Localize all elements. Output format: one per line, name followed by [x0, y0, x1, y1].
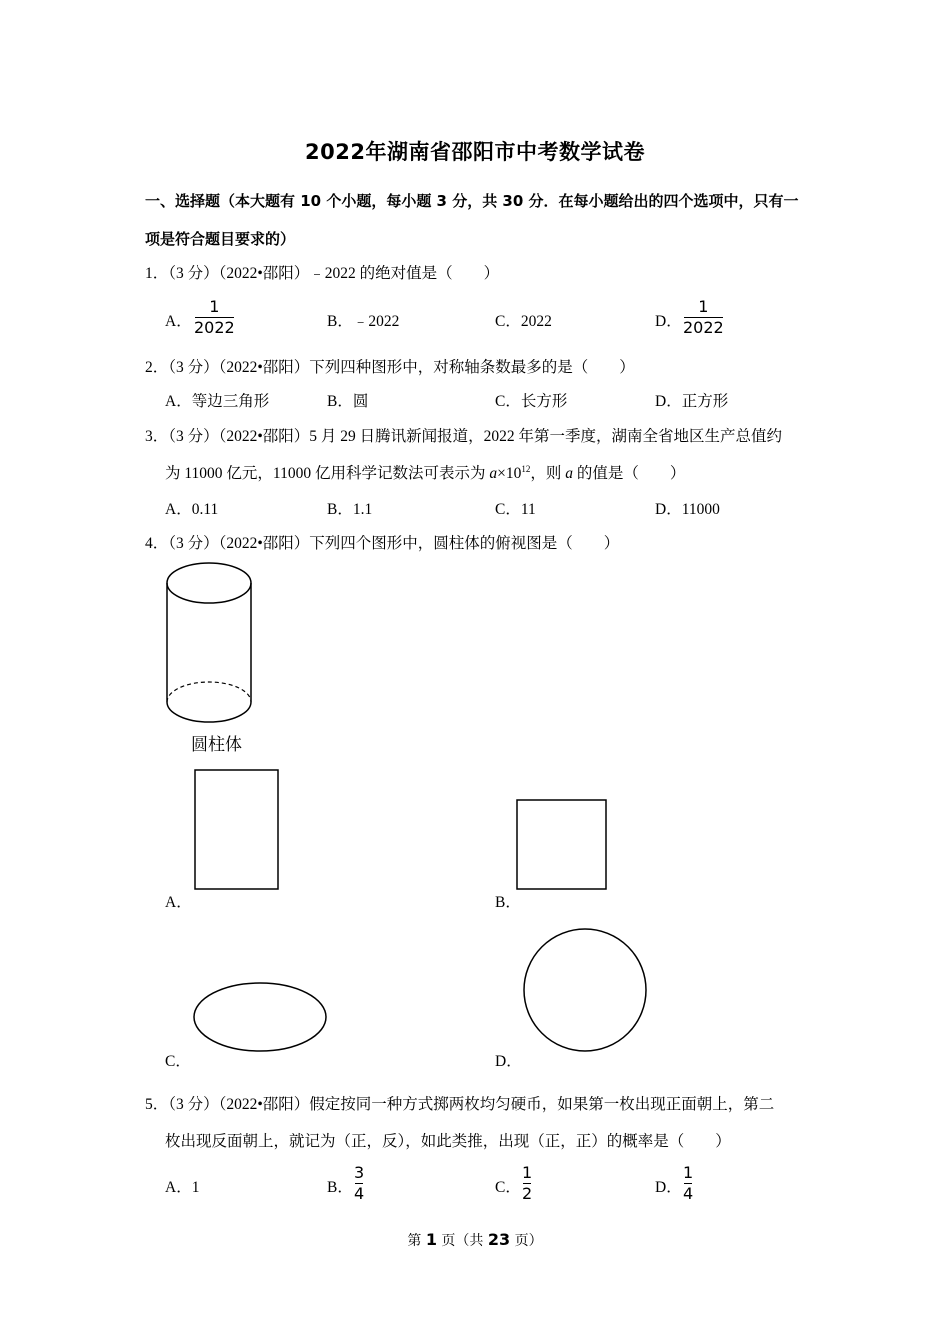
page-footer [0, 1230, 950, 1250]
q2-option-c[interactable]: C．长方形 [495, 393, 568, 410]
q5-c-denominator: 2 [522, 1184, 533, 1203]
q3-line2-part-a: 为 11000 亿元，11000 亿用科学记数法可表示为 [165, 465, 490, 482]
q1-stem: 1．（3 分）（2022•邵阳）﹣2022 的绝对值是（ ） [145, 265, 500, 282]
q5-d-denominator: 4 [683, 1184, 694, 1203]
section-header-line2: 项是符合题目要求的） [145, 230, 296, 248]
q4-option-b[interactable]: B． [495, 894, 521, 911]
cylinder-caption: 圆柱体 [191, 735, 242, 755]
q5-option-d-label[interactable]: D． [655, 1179, 682, 1196]
q4-option-c[interactable]: C． [165, 1053, 191, 1070]
footer-page-number: 1 [425, 1230, 437, 1249]
footer-total-pages: 23 [487, 1230, 511, 1249]
section-header-line1: 一、选择题（本大题有 10 个小题，每小题 3 分，共 30 分．在每小题给出的四个选项中，只有一 [145, 192, 799, 210]
q3-variable-a-2: a [565, 465, 573, 482]
q3-exponent: 12 [521, 464, 531, 474]
q2-stem: 2．（3 分）（2022•邵阳）下列四种图形中，对称轴条数最多的是（ ） [145, 359, 635, 376]
page-title: 2022年湖南省邵阳市中考数学试卷 [305, 140, 645, 164]
q3-stem-line2 [165, 461, 685, 483]
footer-mid: 页（共 [436, 1233, 488, 1249]
q4-option-a[interactable]: A． [165, 894, 192, 911]
q4-option-c-ellipse [192, 981, 330, 1055]
q1-option-c[interactable]: C．2022 [495, 313, 552, 330]
q4-option-b-square [516, 799, 610, 893]
q5-option-a[interactable]: A．1 [165, 1179, 200, 1196]
q5-option-b-fraction [354, 1163, 364, 1204]
q5-option-d-fraction [683, 1163, 693, 1204]
q4-option-d[interactable]: D． [495, 1053, 522, 1070]
q1-a-numerator: 1 [209, 297, 220, 316]
footer-pre: 第 [407, 1233, 426, 1249]
q3-option-d[interactable]: D．11000 [655, 501, 720, 518]
q1-option-d-label[interactable]: D． [655, 313, 682, 330]
q5-stem-line1: 5．（3 分）（2022•邵阳）假定按同一种方式掷两枚均匀硬币，如果第一枚出现正面朝上，第二 [145, 1096, 775, 1113]
q3-line2-part-b: ，则 [530, 465, 566, 482]
q4-stem: 4．（3 分）（2022•邵阳）下列四个图形中，圆柱体的俯视图是（ ） [145, 535, 620, 552]
footer-post: 页） [510, 1233, 543, 1249]
q2-option-d[interactable]: D．正方形 [655, 393, 729, 410]
q3-variable-a: a [489, 465, 498, 482]
q5-d-numerator: 1 [683, 1163, 694, 1182]
q1-option-b[interactable]: B．﹣2022 [327, 313, 400, 330]
q1-d-denominator: 2022 [683, 318, 724, 337]
q5-b-denominator: 4 [354, 1184, 365, 1203]
q3-option-c[interactable]: C．11 [495, 501, 536, 518]
q3-line2-part-c: 的值是（ ） [573, 465, 686, 482]
q1-d-numerator: 1 [698, 297, 709, 316]
q1-option-a-fraction [194, 297, 235, 338]
q4-option-d-circle [522, 928, 650, 1054]
q1-a-denominator: 2022 [194, 318, 235, 337]
q2-option-b[interactable]: B．圆 [327, 393, 369, 410]
q5-option-b-label[interactable]: B． [327, 1179, 353, 1196]
q4-option-a-rectangle [194, 769, 282, 893]
q5-c-numerator: 1 [522, 1163, 533, 1182]
cylinder-figure [160, 560, 260, 732]
q3-option-b[interactable]: B．1.1 [327, 501, 373, 518]
q1-option-a-label[interactable]: A． [165, 313, 192, 330]
q5-option-c-fraction [522, 1163, 532, 1204]
q2-option-a[interactable]: A．等边三角形 [165, 393, 270, 410]
q5-option-c-label[interactable]: C． [495, 1179, 521, 1196]
q3-stem-line1: 3．（3 分）（2022•邵阳）5 月 29 日腾讯新闻报道，2022 年第一季度，湖南全省地区生产总值约 [145, 428, 783, 445]
q5-stem-line2: 枚出现反面朝上，就记为（正，反），如此类推，出现（正，正）的概率是（ ） [165, 1133, 731, 1150]
q5-b-numerator: 3 [354, 1163, 365, 1182]
q1-option-d-fraction [683, 297, 724, 338]
q3-times-ten: ×10 [497, 465, 522, 482]
q3-option-a[interactable]: A．0.11 [165, 501, 219, 518]
